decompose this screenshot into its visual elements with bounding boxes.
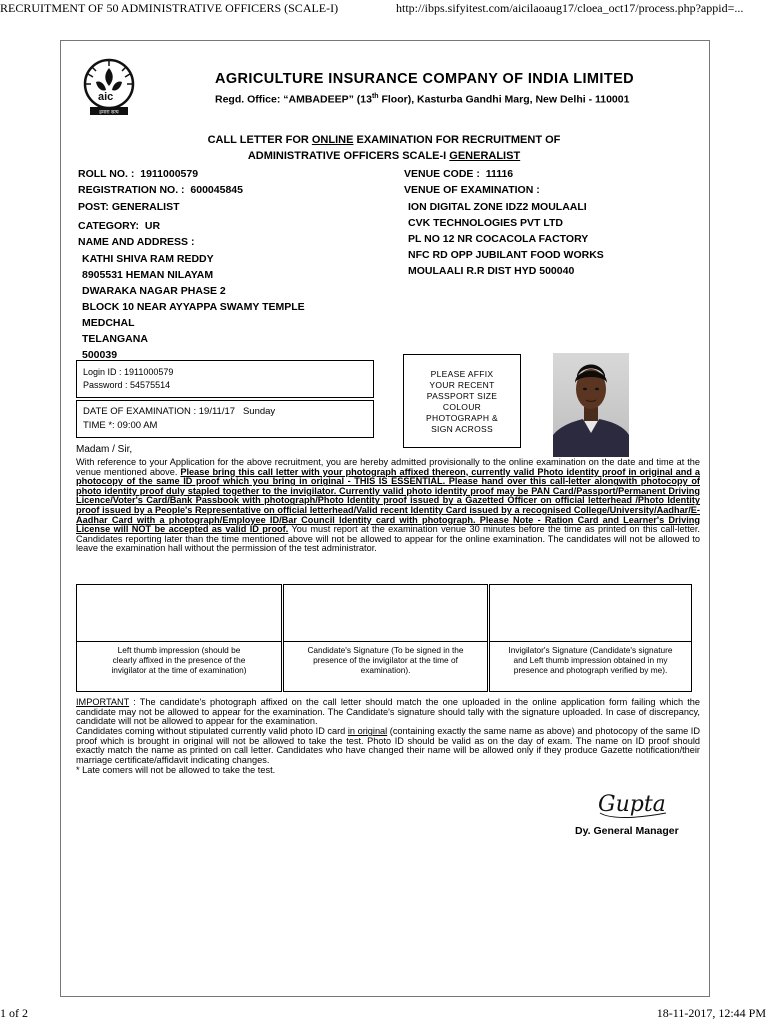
print-header-url: http://ibps.sifyitest.com/aicilaoaug17/cloea_oct17/process.php?appid=... (396, 1, 744, 15)
left-thumb-area (76, 584, 282, 642)
invigilator-signature-area (489, 584, 692, 642)
company-logo (82, 58, 136, 116)
invigilator-signature-caption: Invigilator's Signature (Candidate's signature and Left thumb impression obtained in my presence and photograph verified by me). (489, 642, 692, 692)
name-address-label: NAME AND ADDRESS : (78, 236, 195, 248)
registered-office: Regd. Office: “AMBADEEP” (13th Floor), Kasturba Gandhi Marg, New Delhi - 110001 (215, 93, 630, 106)
browser-print-header (0, 0, 768, 20)
browser-print-footer (0, 1006, 768, 1024)
instructions-paragraph: With reference to your Application for the above recruitment, you are hereby admitted provisionally to the online examination on the date and time at the venue mentioned above. Please bring this call letter with your photograph affixed thereon, currently valid Photo identity proof in original and a photocopy of the same ID proof which you bring in original - THIS IS ESSENTIAL. Please hand over this call-letter alongwith photocopy of photo identity proof duly stapled together to the invigilator. Currently valid photo identity proof may be PAN Card/Passport/Permanent Driving Licence/Voter's Card/Bank Passbook with photograph/Photo Identity proof issued by a Gazetted Officer on official letterhead /Photo Identity proof issued by a People's Representative on official letterhead/Valid recent Identity Card issued by a recognised College/University/Aadhar/E-Aadhar Card with a photograph/Employee ID/Bar Council Identity card with photograph. Please Note - Ration Card and Learner's Driving License will NOT be accepted as valid ID proof. You must report at the examination venue 30 minutes before the time as printed on this call-letter. Candidates reporting later than the time mentioned above will not be allowed to appear for the online examination. The candidates will not be allowed to leave the examination hall without the permission of the test administrator. (76, 457, 700, 554)
designation: Dy. General Manager (575, 825, 679, 837)
candidate-signature-area (283, 584, 488, 642)
letter-title-line2: ADMINISTRATIVE OFFICERS SCALE-I GENERALIST (247, 150, 521, 162)
letter-title-line1: CALL LETTER FOR ONLINE EXAMINATION FOR RECRUITMENT OF (207, 134, 561, 146)
venue-line: CVK TECHNOLOGIES PVT LTD (408, 217, 563, 229)
exam-date: DATE OF EXAMINATION : 19/11/17 Sunday (83, 406, 276, 417)
print-page-number: 1 of 2 (0, 1006, 28, 1020)
print-datetime: 18-11-2017, 12:44 PM (656, 1006, 766, 1020)
exam-time: TIME *: 09:00 AM (83, 420, 158, 431)
registration-number: REGISTRATION NO. : 600045845 (78, 184, 243, 196)
login-id: Login ID : 1911000579 (83, 367, 174, 377)
late-comers-note: * Late comers will not be allowed to take the test. (76, 765, 276, 775)
address-line: TELANGANA (82, 333, 148, 345)
salutation: Madam / Sir, (76, 444, 133, 455)
important-note: IMPORTANT : The candidate's photograph affixed on the call letter should match the one uploaded in the online application form failing which the candidate may not be allowed to appear for the examination. The Candidate's signature should tally with the signature uploaded. In case of discrepancy, candidate will not be allowed to appear for the examination. (76, 697, 700, 726)
password: Password : 54575514 (83, 380, 171, 390)
address-line: BLOCK 10 NEAR AYYAPPA SWAMY TEMPLE (82, 301, 305, 313)
venue-code: VENUE CODE : 11116 (404, 168, 514, 180)
address-line: 8905531 HEMAN NILAYAM (82, 269, 214, 281)
login-credentials-box (76, 360, 374, 398)
address-line: MEDCHAL (82, 317, 135, 329)
id-proof-note: Candidates coming without stipulated currently valid photo ID card in original (containing exactly the same name as above) and photocopy of the same ID proof which is brought in original will not be allowed to take the test. Photo ID should be valid as on the day of exam. The name on ID proof should exactly match the name as printed on call letter. Candidates who have changed their name will be allowed only if they produce Gazette notification/their marriage certificate/affidavit indicating changes. (76, 726, 700, 765)
company-name: AGRICULTURE INSURANCE COMPANY OF INDIA LIMITED (215, 71, 635, 87)
roll-number: ROLL NO. : 1911000579 (78, 168, 199, 180)
post: POST: GENERALIST (78, 201, 180, 213)
photo-affix-box: PLEASE AFFIX YOUR RECENT PASSPORT SIZE COLOUR PHOTOGRAPH & SIGN ACROSS (403, 354, 521, 448)
venue-line: NFC RD OPP JUBILANT FOOD WORKS (408, 249, 604, 261)
address-line: 500039 (82, 349, 118, 361)
logo-motto: हमारा सत्य (99, 109, 119, 116)
venue-line: ION DIGITAL ZONE IDZ2 MOULAALI (408, 201, 587, 213)
print-header-title: RECRUITMENT OF 50 ADMINISTRATIVE OFFICERS (SCALE-I) (0, 1, 339, 15)
venue-line: PL NO 12 NR COCACOLA FACTORY (408, 233, 589, 245)
exam-schedule-box (76, 400, 374, 438)
svg-text:aic: aic (98, 91, 114, 103)
candidate-signature-caption: Candidate's Signature (To be signed in the presence of the invigilator at the time of examination). (283, 642, 488, 692)
svg-text:Gupta: Gupta (598, 792, 666, 817)
venue-line: MOULAALI R.R DIST HYD 500040 (408, 265, 575, 277)
signature-table (76, 584, 692, 692)
candidate-photo (553, 353, 629, 457)
venue-label: VENUE OF EXAMINATION : (404, 184, 540, 196)
category: CATEGORY: UR (78, 220, 161, 232)
left-thumb-caption: Left thumb impression (should be clearly affixed in the presence of the invigilator at the time of examination) (76, 642, 282, 692)
address-line: DWARAKA NAGAR PHASE 2 (82, 285, 226, 297)
officer-signature (594, 783, 672, 823)
address-line: KATHI SHIVA RAM REDDY (82, 253, 214, 265)
